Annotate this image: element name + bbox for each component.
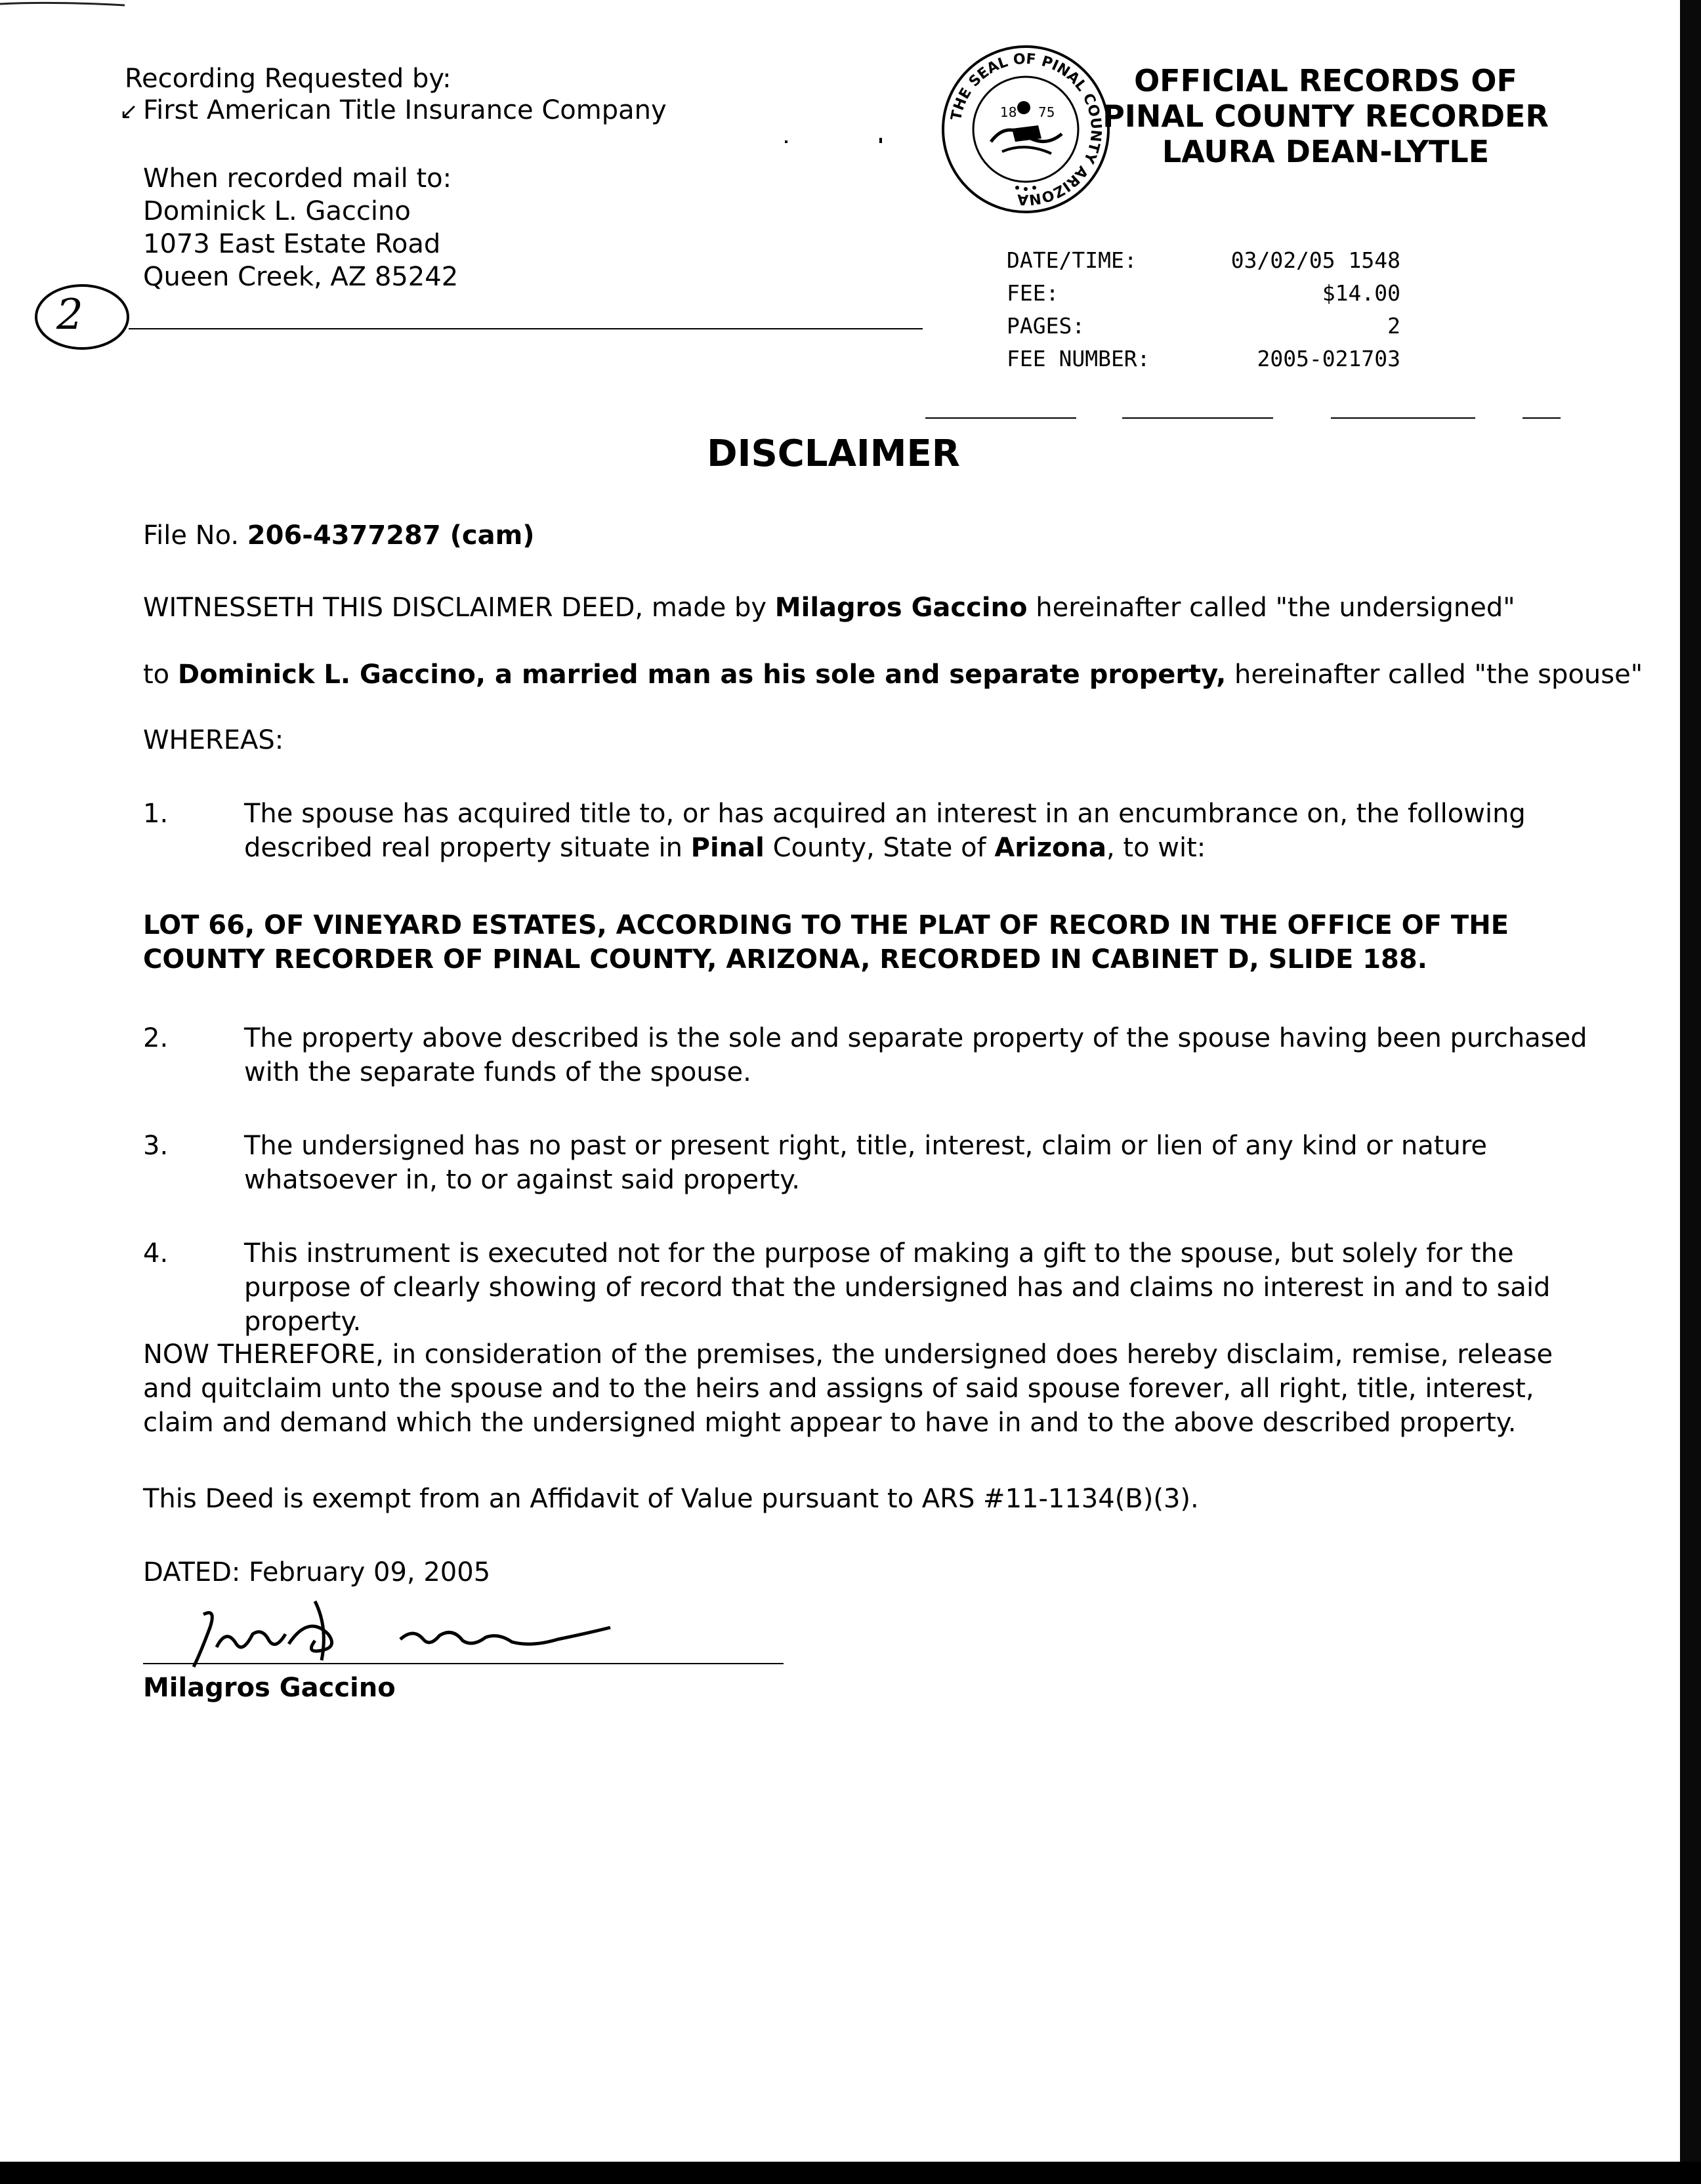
exempt-statement: This Deed is exempt from an Affidavit of Value pursuant to ARS #11-1134(B)(3). (143, 1484, 1199, 1514)
dated-line: DATED: February 09, 2005 (143, 1557, 491, 1587)
item-1-text-a: The spouse has acquired title to, or has acquired an interest in an encumbrance on, the following described real property situate in (244, 799, 1526, 863)
recorder-title-line3: LAURA DEAN-LYTLE (1162, 134, 1490, 169)
date-time-value: 03/02/05 1548 (1230, 247, 1400, 273)
fee-number-value: 2005-021703 (1257, 346, 1400, 371)
recorder-title-line1: OFFICIAL RECORDS OF (1134, 63, 1517, 98)
pages-label: PAGES: (1007, 313, 1085, 339)
spouse-line (143, 658, 1643, 692)
item-4-text: This instrument is executed not for the purpose of making a gift to the spouse, but solely for the purpose of clearly showing of record that the undersigned has and claims no interest in and to said property. (244, 1238, 1551, 1337)
legal-description-line2: COUNTY RECORDER OF PINAL COUNTY, ARIZONA, RECORDED IN CABINET D, SLIDE 188. (143, 944, 1427, 975)
recorder-rule-segment (1522, 417, 1561, 419)
item-1-state: Arizona (994, 833, 1106, 863)
signer-name: Milagros Gaccino (143, 1673, 396, 1703)
item-2-text: The property above described is the sole and separate property of the spouse having been purchased with the separate funds of the spouse. (244, 1023, 1587, 1087)
fee-number-label: FEE NUMBER: (1007, 346, 1150, 371)
title-company: First American Title Insurance Company (143, 95, 667, 125)
scan-border-bottom (0, 2162, 1701, 2184)
arrow-mark-icon: ↙ (119, 98, 138, 125)
item-1-county: Pinal (690, 833, 765, 863)
scan-border-right (1680, 0, 1701, 2184)
fee-label: FEE: (1007, 280, 1059, 306)
fee-row (1007, 277, 1400, 310)
pages-row (1007, 310, 1400, 343)
mail-to-street: 1073 East Estate Road (143, 229, 441, 259)
witnesseth-suffix: hereinafter called "the undersigned" (1027, 593, 1515, 623)
fee-number-row (1007, 343, 1400, 375)
witnesseth-line (143, 591, 1515, 625)
svg-text:THE SEAL OF PINAL COUNTY ARIZO: THE SEAL OF PINAL COUNTY ARIZONA (948, 51, 1104, 208)
now-therefore-paragraph: NOW THEREFORE, in consideration of the premises, the undersigned does hereby disclaim, remise, release and quitclaim unto the spouse and to the heirs and assigns of said spouse forever, all right, title, interest, claim and demand which the undersigned might appear to have in and to the above described property. (143, 1339, 1553, 1438)
recorder-rule-segment (925, 417, 1076, 419)
file-number-prefix: File No. (143, 520, 247, 551)
svg-text:75: 75 (1038, 104, 1055, 120)
recorder-rule-segment (1331, 417, 1475, 419)
date-time-row (1007, 244, 1400, 277)
item-1-text-c: , to wit: (1106, 833, 1206, 863)
file-number-line (143, 518, 535, 553)
mail-to-name: Dominick L. Gaccino (143, 196, 411, 226)
county-seal-icon (940, 43, 1112, 215)
item-3-text: The undersigned has no past or present right, title, interest, claim or lien of any kind or nature whatsoever in, to or against said property. (244, 1131, 1488, 1195)
recorder-title-line2: PINAL COUNTY RECORDER (1102, 98, 1549, 134)
spouse-suffix: hereinafter called "the spouse" (1226, 660, 1643, 690)
svg-text:18: 18 (1000, 104, 1017, 120)
file-number: 206-4377287 (cam) (247, 520, 535, 551)
item-1-number: 1. (143, 799, 169, 829)
mail-to-label: When recorded mail to: (143, 163, 452, 194)
header-rule (129, 328, 923, 329)
spouse-party: Dominick L. Gaccino, a married man as his sole and separate property, (177, 660, 1227, 690)
recorder-rule-segment (1122, 417, 1273, 419)
pages-value: 2 (1387, 313, 1400, 339)
document-title: DISCLAIMER (707, 432, 960, 475)
item-1-text-b: County, State of (764, 833, 995, 863)
scan-dot (785, 140, 788, 143)
item-4-number: 4. (143, 1238, 169, 1269)
undersigned-name: Milagros Gaccino (774, 593, 1028, 623)
item-1-text (244, 797, 1596, 865)
handwritten-signature (164, 1588, 676, 1673)
recording-requested-by: Recording Requested by: (125, 64, 452, 94)
scan-artifact (0, 0, 144, 10)
circled-number-text: 2 (56, 291, 83, 339)
spouse-prefix: to (143, 660, 178, 690)
item-3-number: 3. (143, 1131, 169, 1161)
whereas-heading: WHEREAS: (143, 725, 284, 755)
signature-line (143, 1663, 784, 1664)
fee-value: $14.00 (1322, 280, 1400, 306)
mail-to-city: Queen Creek, AZ 85242 (143, 262, 459, 292)
legal-description-line1: LOT 66, OF VINEYARD ESTATES, ACCORDING TO THE PLAT OF RECORD IN THE OFFICE OF THE (143, 910, 1509, 940)
scan-dot (879, 138, 882, 143)
item-2-number: 2. (143, 1023, 169, 1053)
witnesseth-prefix: WITNESSETH THIS DISCLAIMER DEED, made by (143, 593, 775, 623)
recording-info (1007, 244, 1400, 382)
date-time-label: DATE/TIME: (1007, 247, 1137, 273)
